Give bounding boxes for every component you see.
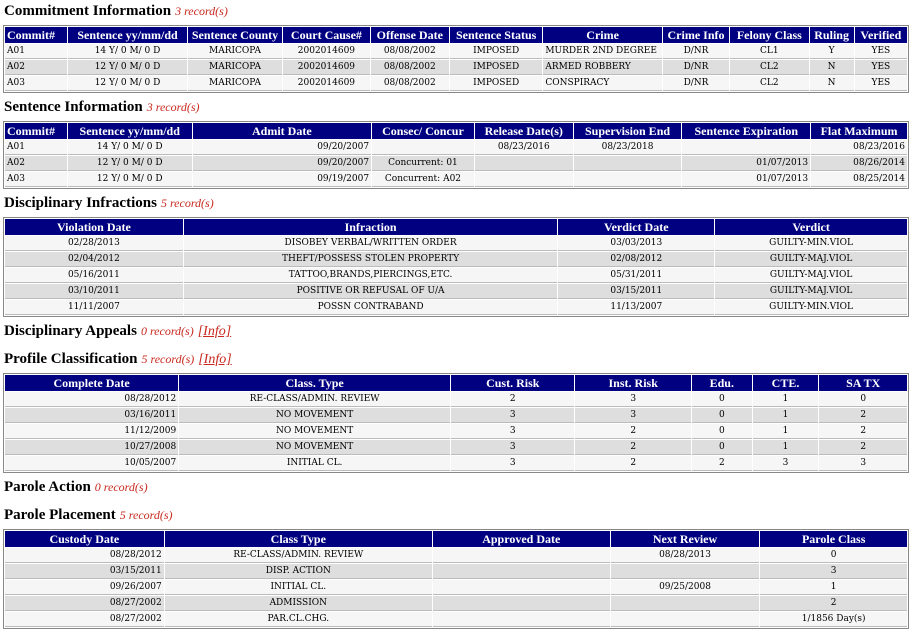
sentence-column-header: Admit Date: [193, 123, 371, 139]
placement-cell: [611, 596, 760, 611]
profile-cell: 3: [753, 456, 819, 471]
profile-title: Profile Classification: [4, 351, 138, 367]
commitment-cell: 14 Y/ 0 M/ 0 D: [68, 44, 187, 59]
table-row: [5, 564, 907, 579]
placement-cell: 1: [760, 580, 907, 595]
profile-cell: 3: [575, 392, 690, 407]
commitment-cell: D/NR: [663, 60, 729, 75]
infractions-cell: POSSN CONTRABAND: [184, 300, 558, 315]
profile-cell: 3: [451, 408, 574, 423]
infractions-record-count: 5 record(s): [160, 196, 214, 210]
commitment-cell: Y: [810, 44, 854, 59]
infractions-cell: 03/15/2011: [558, 284, 714, 299]
placement-column-header: Next Review: [611, 531, 760, 547]
profile-cell: 3: [819, 456, 907, 471]
commitment-cell: A02: [5, 60, 67, 75]
profile-cell: 0: [692, 424, 752, 439]
infractions-cell: 05/31/2011: [558, 268, 714, 283]
commitment-column-header: Verified: [855, 27, 907, 43]
profile-cell: 3: [451, 424, 574, 439]
profile-column-header: Complete Date: [5, 375, 178, 391]
placement-cell: 3: [760, 564, 907, 579]
sentence-cell: 01/07/2013: [682, 172, 810, 187]
table-row: [5, 580, 907, 595]
parole-action-title: Parole Action: [4, 479, 91, 495]
sentence-cell: 08/26/2014: [811, 156, 907, 171]
sentence-cell: [682, 140, 810, 155]
infractions-cell: TATTOO,BRANDS,PIERCINGS,ETC.: [184, 268, 558, 283]
placement-cell: 09/25/2008: [611, 580, 760, 595]
commitment-column-header: Offense Date: [371, 27, 449, 43]
commitment-cell: MURDER 2ND DEGREE: [543, 44, 662, 59]
commitment-column-header: Court Cause#: [283, 27, 369, 43]
commitment-cell: D/NR: [663, 76, 729, 91]
placement-column-header: Parole Class: [760, 531, 907, 547]
infractions-cell: 11/13/2007: [558, 300, 714, 315]
infractions-cell: GUILTY-MAJ.VIOL: [715, 252, 907, 267]
sentence-cell: A01: [5, 140, 67, 155]
parole-action-record-count: 0 record(s): [94, 480, 148, 494]
appeals-title: Disciplinary Appeals: [4, 323, 137, 339]
placement-cell: 0: [760, 548, 907, 563]
commitment-table: [4, 26, 908, 92]
placement-cell: PAR.CL.CHG.: [165, 612, 432, 627]
profile-cell: 1: [753, 392, 819, 407]
sentence-header-row: [5, 123, 907, 139]
appeals-section-title: [4, 323, 231, 340]
profile-cell: 10/27/2008: [5, 440, 178, 455]
table-row: [5, 424, 907, 439]
commitment-cell: 08/08/2002: [371, 60, 449, 75]
commitment-column-header: Commit#: [5, 27, 67, 43]
sentence-cell: [475, 172, 573, 187]
profile-cell: 2: [819, 440, 907, 455]
table-row: [5, 300, 907, 315]
placement-cell: [433, 596, 610, 611]
sentence-cell: A02: [5, 156, 67, 171]
table-row: [5, 456, 907, 471]
profile-cell: 3: [575, 408, 690, 423]
profile-cell: 1: [753, 424, 819, 439]
infractions-cell: 11/11/2007: [5, 300, 183, 315]
profile-cell: 3: [451, 440, 574, 455]
profile-column-header: Class. Type: [179, 375, 450, 391]
commitment-cell: YES: [855, 44, 907, 59]
profile-cell: 3: [451, 456, 574, 471]
commitment-cell: MARICOPA: [188, 60, 282, 75]
sentence-cell: [574, 156, 682, 171]
commitment-cell: CONSPIRACY: [543, 76, 662, 91]
profile-cell: 2: [819, 408, 907, 423]
placement-cell: [611, 564, 760, 579]
table-row: [5, 140, 907, 155]
commitment-column-header: Crime Info: [663, 27, 729, 43]
placement-column-header: Class Type: [165, 531, 432, 547]
commitment-cell: 12 Y/ 0 M/ 0 D: [68, 76, 187, 91]
infractions-column-header: Infraction: [184, 219, 558, 235]
commitment-column-header: Ruling: [810, 27, 854, 43]
profile-column-header: CTE.: [753, 375, 819, 391]
table-row: [5, 60, 907, 75]
infractions-cell: 02/08/2012: [558, 252, 714, 267]
profile-cell: 08/28/2012: [5, 392, 178, 407]
table-row: [5, 172, 907, 187]
profile-cell: 2: [451, 392, 574, 407]
profile-table: [4, 374, 908, 472]
sentence-cell: [475, 156, 573, 171]
profile-cell: 2: [575, 424, 690, 439]
sentence-cell: 08/23/2016: [475, 140, 573, 155]
sentence-cell: 08/25/2014: [811, 172, 907, 187]
placement-cell: 08/27/2002: [5, 596, 164, 611]
commitment-cell: N: [810, 76, 854, 91]
sentence-cell: A03: [5, 172, 67, 187]
profile-cell: 10/05/2007: [5, 456, 178, 471]
sentence-column-header: Sentence yy/mm/dd: [68, 123, 192, 139]
table-row: [5, 252, 907, 267]
table-row: [5, 44, 907, 59]
profile-cell: 0: [692, 440, 752, 455]
infractions-column-header: Violation Date: [5, 219, 183, 235]
commitment-record-count: 3 record(s): [175, 4, 228, 18]
commitment-cell: D/NR: [663, 44, 729, 59]
commitment-cell: ARMED ROBBERY: [543, 60, 662, 75]
commitment-cell: MARICOPA: [188, 44, 282, 59]
profile-cell: 0: [692, 392, 752, 407]
sentence-table: [4, 122, 908, 188]
placement-section-title: [4, 507, 173, 524]
infractions-cell: GUILTY-MIN.VIOL: [715, 236, 907, 251]
profile-cell: 2: [819, 424, 907, 439]
placement-record-count: 5 record(s): [119, 508, 173, 522]
commitment-cell: IMPOSED: [450, 60, 542, 75]
infractions-table: [4, 218, 908, 316]
commitment-cell: IMPOSED: [450, 44, 542, 59]
commitment-cell: CL2: [730, 60, 808, 75]
sentence-cell: Concurrent: A02: [372, 172, 474, 187]
commitment-cell: A01: [5, 44, 67, 59]
profile-cell: 1: [753, 440, 819, 455]
commitment-cell: 12 Y/ 0 M/ 0 D: [68, 60, 187, 75]
profile-column-header: SA TX: [819, 375, 907, 391]
profile-cell: 03/16/2011: [5, 408, 178, 423]
placement-cell: INITIAL CL.: [165, 580, 432, 595]
sentence-title: Sentence Information: [4, 99, 143, 115]
placement-header-row: [5, 531, 907, 547]
commitment-cell: MARICOPA: [188, 76, 282, 91]
commitment-title: Commitment Information: [4, 3, 172, 19]
table-row: [5, 408, 907, 423]
infractions-header-row: [5, 219, 907, 235]
commitment-cell: 08/08/2002: [371, 44, 449, 59]
infractions-cell: 03/03/2013: [558, 236, 714, 251]
sentence-cell: [372, 140, 474, 155]
table-row: [5, 268, 907, 283]
sentence-cell: [574, 172, 682, 187]
infractions-title: Disciplinary Infractions: [4, 195, 157, 211]
infractions-cell: GUILTY-MAJ.VIOL: [715, 284, 907, 299]
profile-cell: 2: [692, 456, 752, 471]
infractions-cell: DISOBEY VERBAL/WRITTEN ORDER: [184, 236, 558, 251]
placement-cell: ADMISSION: [165, 596, 432, 611]
placement-cell: 09/26/2007: [5, 580, 164, 595]
sentence-cell: 09/20/2007: [193, 156, 371, 171]
commitment-cell: N: [810, 60, 854, 75]
sentence-cell: 08/23/2018: [574, 140, 682, 155]
sentence-column-header: Sentence Expiration: [682, 123, 810, 139]
commitment-cell: YES: [855, 76, 907, 91]
commitment-cell: IMPOSED: [450, 76, 542, 91]
appeals-info-link[interactable]: [Info]: [197, 324, 232, 339]
profile-cell: RE-CLASS/ADMIN. REVIEW: [179, 392, 450, 407]
infractions-cell: GUILTY-MIN.VIOL: [715, 300, 907, 315]
sentence-column-header: Release Date(s): [475, 123, 573, 139]
infractions-cell: GUILTY-MAJ.VIOL: [715, 268, 907, 283]
sentence-cell: 08/23/2016: [811, 140, 907, 155]
commitment-header-row: [5, 27, 907, 43]
profile-cell: 11/12/2009: [5, 424, 178, 439]
profile-cell: 0: [692, 408, 752, 423]
infractions-cell: THEFT/POSSESS STOLEN PROPERTY: [184, 252, 558, 267]
placement-cell: [433, 564, 610, 579]
commitment-cell: 2002014609: [283, 44, 369, 59]
placement-title: Parole Placement: [4, 507, 116, 523]
profile-cell: NO MOVEMENT: [179, 408, 450, 423]
table-row: [5, 236, 907, 251]
infractions-cell: 02/04/2012: [5, 252, 183, 267]
placement-cell: DISP. ACTION: [165, 564, 432, 579]
commitment-cell: A03: [5, 76, 67, 91]
sentence-cell: 14 Y/ 0 M/ 0 D: [68, 140, 192, 155]
profile-header-row: [5, 375, 907, 391]
infractions-cell: 02/28/2013: [5, 236, 183, 251]
placement-cell: [611, 612, 760, 627]
placement-column-header: Approved Date: [433, 531, 610, 547]
table-row: [5, 76, 907, 91]
infractions-cell: 03/10/2011: [5, 284, 183, 299]
infractions-cell: 05/16/2011: [5, 268, 183, 283]
appeals-record-count: 0 record(s): [140, 324, 194, 338]
sentence-cell: Concurrent: 01: [372, 156, 474, 171]
table-row: [5, 156, 907, 171]
sentence-column-header: Supervision End: [574, 123, 682, 139]
commitment-column-header: Sentence Status: [450, 27, 542, 43]
placement-cell: 2: [760, 596, 907, 611]
commitment-column-header: Felony Class: [730, 27, 808, 43]
placement-cell: [433, 612, 610, 627]
profile-cell: 0: [819, 392, 907, 407]
commitment-section-title: [4, 3, 228, 20]
placement-column-header: Custody Date: [5, 531, 164, 547]
placement-cell: 08/27/2002: [5, 612, 164, 627]
table-row: [5, 612, 907, 627]
commitment-cell: 08/08/2002: [371, 76, 449, 91]
parole-action-section-title: [4, 479, 148, 496]
profile-column-header: Cust. Risk: [451, 375, 574, 391]
sentence-cell: 09/19/2007: [193, 172, 371, 187]
table-row: [5, 440, 907, 455]
infractions-cell: POSITIVE OR REFUSAL OF U/A: [184, 284, 558, 299]
profile-cell: 1: [753, 408, 819, 423]
placement-cell: 08/28/2012: [5, 548, 164, 563]
table-row: [5, 392, 907, 407]
commitment-column-header: Crime: [543, 27, 662, 43]
profile-record-count: 5 record(s): [141, 352, 195, 366]
infractions-column-header: Verdict: [715, 219, 907, 235]
commitment-cell: YES: [855, 60, 907, 75]
sentence-cell: 12 Y/ 0 M/ 0 D: [68, 172, 192, 187]
profile-cell: NO MOVEMENT: [179, 440, 450, 455]
table-row: [5, 284, 907, 299]
profile-cell: INITIAL CL.: [179, 456, 450, 471]
profile-info-link[interactable]: [Info]: [198, 352, 232, 367]
table-row: [5, 596, 907, 611]
placement-cell: RE-CLASS/ADMIN. REVIEW: [165, 548, 432, 563]
profile-cell: NO MOVEMENT: [179, 424, 450, 439]
sentence-column-header: Commit#: [5, 123, 67, 139]
commitment-cell: CL2: [730, 76, 808, 91]
sentence-section-title: [4, 99, 200, 116]
sentence-cell: 09/20/2007: [193, 140, 371, 155]
placement-cell: [433, 548, 610, 563]
commitment-column-header: Sentence County: [188, 27, 282, 43]
placement-table: [4, 530, 908, 628]
table-row: [5, 548, 907, 563]
sentence-record-count: 3 record(s): [146, 100, 200, 114]
placement-cell: 03/15/2011: [5, 564, 164, 579]
profile-cell: 2: [575, 440, 690, 455]
sentence-column-header: Flat Maximum: [811, 123, 907, 139]
placement-cell: [433, 580, 610, 595]
sentence-cell: 12 Y/ 0 M/ 0 D: [68, 156, 192, 171]
profile-section-title: [4, 351, 232, 368]
profile-cell: 2: [575, 456, 690, 471]
commitment-cell: 2002014609: [283, 60, 369, 75]
profile-column-header: Edu.: [692, 375, 752, 391]
sentence-cell: 01/07/2013: [682, 156, 810, 171]
infractions-column-header: Verdict Date: [558, 219, 714, 235]
commitment-column-header: Sentence yy/mm/dd: [68, 27, 187, 43]
commitment-cell: 2002014609: [283, 76, 369, 91]
sentence-column-header: Consec/ Concur: [372, 123, 474, 139]
profile-column-header: Inst. Risk: [575, 375, 690, 391]
commitment-cell: CL1: [730, 44, 808, 59]
placement-cell: 1/1856 Day(s): [760, 612, 907, 627]
placement-cell: 08/28/2013: [611, 548, 760, 563]
infractions-section-title: [4, 195, 214, 212]
